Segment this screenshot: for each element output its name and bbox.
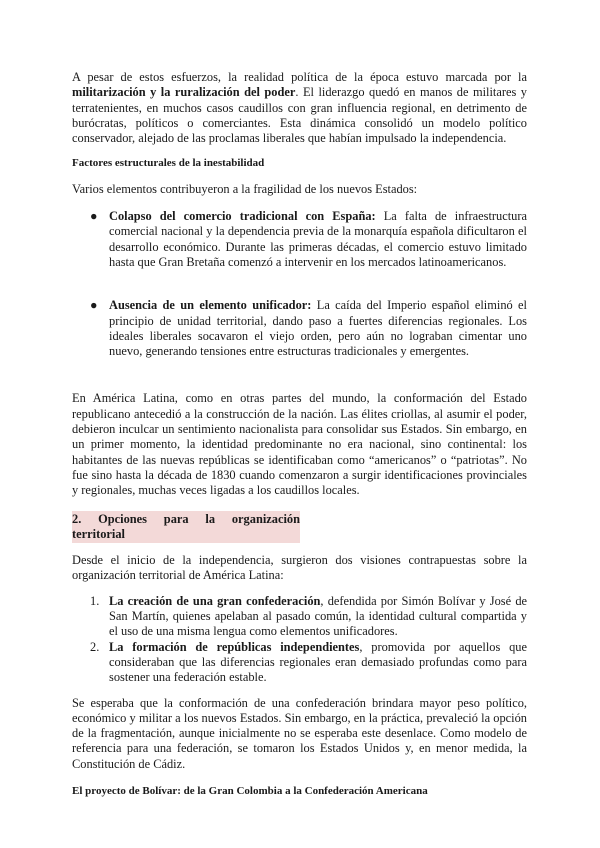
paragraph-intro-elements: Varios elementos contribuyeron a la fragilidad de los nuevos Estados:	[72, 181, 418, 196]
subheading-structural-factors: Factores estructurales de la inestabilidad	[72, 157, 265, 170]
para1-bold: militarización y la ruralización del poder	[72, 85, 296, 100]
list-item-text: La falta de infraestructura comercial nacional y la dependencia previa de la monarquía española dificultaron el desarrollo económico. Durante las primeras décadas, el comercio estuvo limitado hasta que Gran Bretaña comenzó a intervenir en los mercados latinoamericanos.	[109, 209, 527, 269]
subheading-bolivar-project: El proyecto de Bolívar: de la Gran Colombia a la Confederación Americana	[72, 784, 428, 797]
paragraph-confederation: Se esperaba que la conformación de una confederación brindara mayor peso político, económico y militar a los nuevos Estados. Sin embargo, en la práctica, prevaleció la opción de la fragmentación, aunque inicialmente no se esperaba este desenlace. Como modelo de referencia para una federación, se tomaron los Estados Unidos y, en menor medida, la Constitución de Cádiz.	[72, 695, 527, 771]
bullet-icon: ●	[90, 209, 98, 224]
paragraph-nation-building: En América Latina, como en otras partes del mundo, la conformación del Estado republicano antecedió a la construcción de la nación. Las élites criollas, al asumir el poder, debieron inculcar un sentimiento nacionalista para consolidar sus Estados. Sin embargo, en un primer momento, la identidad predominante no era nacional, sino continental: los habitantes de las nuevas repúblicas se identificaban como “americanos” o “patriotas”. No fue sino hasta la década de 1830 cuando comenzaron a surgir identificaciones provinciales y regionales, muchas veces ligadas a los caudillos locales.	[72, 391, 527, 498]
list-item-title: Colapso del comercio tradicional con España:	[109, 209, 376, 224]
list-item-text: , promovida por aquellos que consideraban que las diferencias regionales eran demasiado profundas como para sostener una federación estable.	[109, 639, 528, 685]
list-item	[72, 209, 527, 270]
list-item-title: La formación de repúblicas independientes	[109, 639, 360, 654]
paragraph-militarization	[72, 70, 527, 146]
list-item	[72, 640, 527, 686]
para1-post: . El liderazgo quedó en manos de militares y terratenientes, en muchos casos caudillos con gran influencia regional, en detrimento de burócratas, políticos o comerciantes. Esta dinámica consolidó un modelo político conservador, alejado de las proclamas liberales que habían impulsado la independencia.	[72, 85, 527, 146]
document-page	[72, 70, 527, 799]
list-item-title: Ausencia de un elemento unificador:	[109, 298, 312, 313]
list-number: 1.	[90, 593, 100, 608]
bullet-icon: ●	[90, 298, 98, 313]
list-item	[72, 594, 527, 640]
list-number: 2.	[90, 639, 100, 654]
options-list	[72, 594, 527, 686]
para1-pre: A pesar de estos esfuerzos, la realidad política de la época estuvo marcada por la	[72, 70, 527, 84]
list-item-text: , defendida por Simón Bolívar y José de San Martín, quienes apelaban al pasado común, la identidad cultural compartida y el uso de una misma lengua como elementos unificadores.	[109, 593, 528, 639]
paragraph-two-visions: Desde el inicio de la independencia, surgieron dos visiones contrapuestas sobre la organización territorial de América Latina:	[72, 553, 527, 583]
list-item	[72, 298, 527, 359]
section-heading-territorial: 2. Opciones para la organización territorial	[72, 511, 300, 544]
factors-list	[72, 209, 527, 359]
list-item-title: La creación de una gran confederación	[109, 593, 321, 608]
list-item-text: La caída del Imperio español eliminó el principio de unidad territorial, dando paso a fuertes diferencias regionales. Los ideales liberales socavaron el viejo orden, pero aún no lograban cimentar uno nuevo, generando tensiones entre estructuras tradicionales y emergentes.	[109, 298, 527, 359]
